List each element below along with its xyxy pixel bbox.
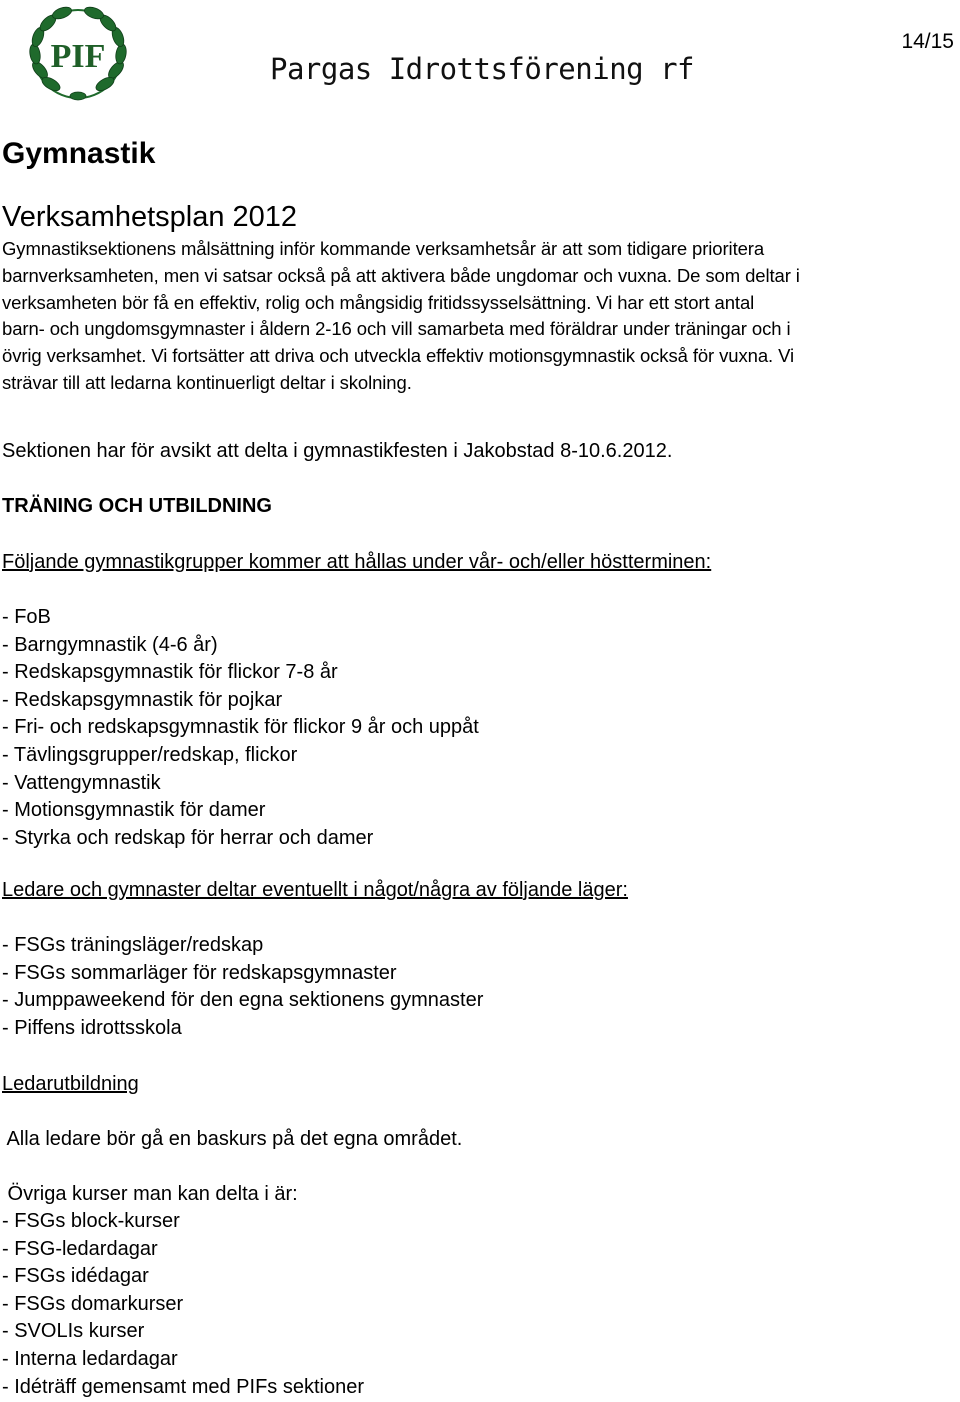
list-item: - Idéträff gemensamt med PIFs sektioner <box>2 1375 365 1398</box>
list-item: - Styrka och redskap för herrar och damer <box>2 826 374 849</box>
organization-name: Pargas Idrottsförening rf <box>270 52 694 86</box>
list-item: - FSG-ledardagar <box>2 1237 158 1260</box>
logo-text: PIF <box>50 38 106 75</box>
page-number: 14/15 <box>901 30 954 53</box>
list-item: - Motionsgymnastik för damer <box>2 799 266 822</box>
section-heading: TRÄNING OCH UTBILDNING <box>2 495 272 517</box>
festival-note: Sektionen har för avsikt att delta i gymnastikfesten i Jakobstad 8-10.6.2012. <box>2 440 673 462</box>
club-logo <box>26 4 130 104</box>
list-item: - Piffens idrottsskola <box>2 1016 182 1039</box>
list-item: - FSGs idédagar <box>2 1265 149 1288</box>
list-item: - SVOLIs kurser <box>2 1320 145 1343</box>
list-item: - FoB <box>2 606 51 628</box>
list-item: - FSGs sommarläger för redskapsgymnaster <box>2 961 397 984</box>
list-item: - Jumppaweekend för den egna sektionens gymnaster <box>2 989 484 1012</box>
page-subtitle: Verksamhetsplan 2012 <box>2 201 298 233</box>
groups-list <box>2 604 479 852</box>
list-item: - Vattengymnastik <box>2 771 161 794</box>
list-item: - Redskapsgymnastik för flickor 7-8 år <box>2 661 338 684</box>
camps-list <box>2 932 483 1042</box>
intro-line: övrig verksamhet. Vi fortsätter att driva och utveckla effektiv motionsgymnastik också för vuxna. Vi <box>2 345 795 367</box>
laurel-wreath-icon <box>26 4 130 104</box>
list-item: - Barngymnastik (4-6 år) <box>2 633 218 656</box>
intro-line: verksamheten bör få en effektiv, rolig och mångsidig fritidssysselsättning. Vi har ett stort antal <box>2 291 755 313</box>
other-courses-intro: Övriga kurser man kan delta i är: <box>2 1183 298 1205</box>
intro-line: barn- och ungdomsgymnaster i åldern 2-16 och vill samarbeta med föräldrar under träningar och i <box>2 318 791 340</box>
training-heading: Ledarutbildning <box>2 1073 139 1095</box>
groups-heading: Följande gymnastikgrupper kommer att hållas under vår- och/eller höstterminen: <box>2 551 712 573</box>
list-item: - FSGs block-kurser <box>2 1210 180 1232</box>
courses-list <box>2 1208 364 1401</box>
list-item: - Fri- och redskapsgymnastik för flickor 9 år och uppåt <box>2 716 479 739</box>
list-item: - Redskapsgymnastik för pojkar <box>2 688 283 711</box>
list-item: - Tävlingsgrupper/redskap, flickor <box>2 743 298 766</box>
basic-course-note: Alla ledare bör gå en baskurs på det egna området. <box>2 1128 463 1150</box>
camps-heading: Ledare och gymnaster deltar eventuellt i något/några av följande läger: <box>2 879 628 901</box>
intro-line: Gymnastiksektionens målsättning inför kommande verksamhetsår är att som tidigare prioritera <box>2 238 765 259</box>
list-item: - FSGs träningsläger/redskap <box>2 934 264 956</box>
list-item: - Interna ledardagar <box>2 1347 178 1370</box>
intro-line: barnverksamheten, men vi satsar också på att aktivera både ungdomar och vuxna. De som deltar i <box>2 264 800 286</box>
intro-paragraph <box>2 236 960 397</box>
list-item: - FSGs domarkurser <box>2 1292 184 1315</box>
intro-line: strävar till att ledarna kontinuerligt deltar i skolning. <box>2 371 412 393</box>
page-title: Gymnastik <box>2 137 156 170</box>
